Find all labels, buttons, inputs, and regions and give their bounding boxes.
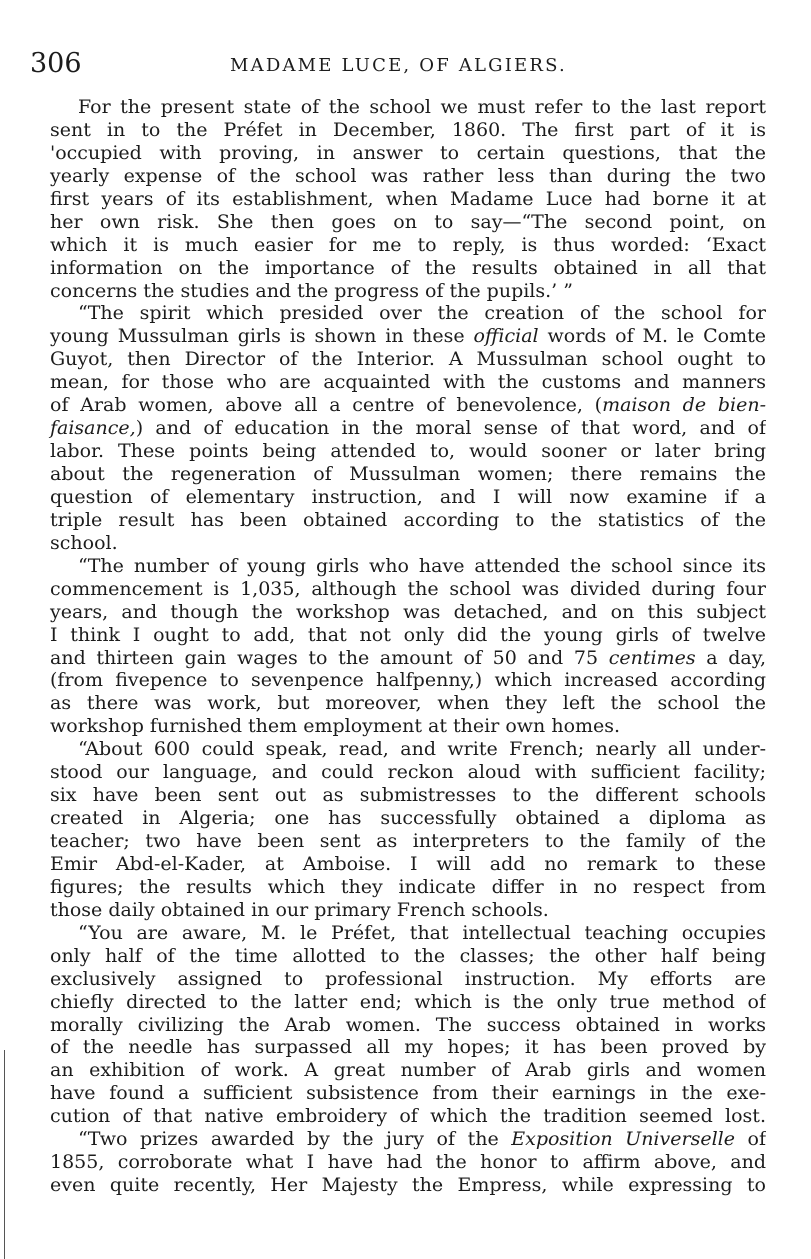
text-line: commencement is 1,035, although the school was divided during four <box>50 577 766 600</box>
text-line: “You are aware, M. le Préfet, that intellectual teaching occupies <box>78 921 766 944</box>
page-number: 306 <box>30 48 82 79</box>
text-line: of Arab women, above all a centre of benevolence, (maison de bien- <box>50 394 766 417</box>
text-line: years, and though the workshop was detached, and on this subject <box>50 600 766 623</box>
text-line: which it is much easier for me to reply, is thus worded: ‘Exact <box>50 233 766 256</box>
margin-rule <box>4 1050 5 1259</box>
text-line: Guyot, then Director of the Interior. A Mussulman school ought to <box>50 348 766 371</box>
text-line: about the regeneration of Mussulman women; there remains the <box>50 463 766 485</box>
text-line: teacher; two have been sent as interpreters to the family of the <box>50 830 766 852</box>
text-line: triple result has been obtained according to the statistics of the <box>50 508 766 531</box>
text-line: chiefly directed to the latter end; which is the only true method of <box>50 990 766 1013</box>
text-line: yearly expense of the school was rather less than during the two <box>50 164 766 187</box>
text-line: have found a sufficient subsistence from their earnings in the exe- <box>50 1082 766 1105</box>
text-line: “The spirit which presided over the creation of the school for <box>78 302 766 325</box>
text-line: 'occupied with proving, in answer to certain questions, that the <box>50 141 766 164</box>
text-line: 1855, corroborate what I have had the honor to affirm above, and <box>50 1151 766 1174</box>
text-line: as there was work, but moreover, when they left the school the <box>50 692 766 715</box>
text-line: (from fivepence to sevenpence halfpenny,) which increased according <box>50 669 766 692</box>
text-line: young Mussulman girls is shown in these official words of M. le Comte <box>50 325 766 348</box>
text-line: stood our language, and could reckon aloud with sufficient facility; <box>50 761 766 784</box>
text-line: cution of that native embroidery of which the tradition seemed lost. <box>50 1105 766 1128</box>
body-text <box>20 96 766 1197</box>
text-line: faisance,) and of education in the moral sense of that word, and of <box>50 417 766 440</box>
text-line: her own risk. She then goes on to say—“The second point, on <box>50 210 766 233</box>
page-header <box>30 46 770 82</box>
text-line: mean, for those who are acquainted with the customs and manners <box>50 371 766 394</box>
text-line: first years of its establishment, when Madame Luce had borne it at <box>50 187 766 210</box>
text-line: labor. These points being attended to, would sooner or later bring <box>50 440 766 463</box>
text-line: morally civilizing the Arab women. The success obtained in works <box>50 1013 766 1036</box>
text-line: and thirteen gain wages to the amount of 50 and 75 centimes a day, <box>50 646 766 669</box>
text-line: even quite recently, Her Majesty the Empress, while expressing to <box>50 1174 766 1197</box>
text-line: six have been sent out as submistresses to the different schools <box>50 784 766 807</box>
text-line: Emir Abd-el-Kader, at Amboise. I will add no remark to these <box>50 852 766 875</box>
text-line: those daily obtained in our primary French schools. <box>50 898 549 921</box>
text-line: “Two prizes awarded by the jury of the Exposition Universelle of <box>78 1128 766 1151</box>
text-line: only half of the time allotted to the classes; the other half being <box>50 944 766 967</box>
text-line: information on the importance of the results obtained in all that <box>50 256 766 279</box>
text-line: school. <box>50 531 118 554</box>
text-line: For the present state of the school we must refer to the last report <box>78 96 766 118</box>
text-line: question of elementary instruction, and I will now examine if a <box>50 485 766 508</box>
text-line: of the needle has surpassed all my hopes; it has been proved by <box>50 1036 766 1059</box>
text-line: concerns the studies and the progress of the pupils.’ ” <box>50 279 573 302</box>
text-line: figures; the results which they indicate differ in no respect from <box>50 875 766 898</box>
text-line: sent in to the Préfet in December, 1860. The first part of it is <box>50 118 766 141</box>
text-line: exclusively assigned to professional instruction. My efforts are <box>50 967 766 990</box>
text-line: I think I ought to add, that not only did the young girls of twelve <box>50 623 766 646</box>
text-line: “About 600 could speak, read, and write French; nearly all under- <box>78 738 766 761</box>
text-line: workshop furnished them employment at their own homes. <box>50 715 621 738</box>
text-line: created in Algeria; one has successfully obtained a diploma as <box>50 807 766 830</box>
running-title: MADAME LUCE, OF ALGIERS. <box>230 55 567 76</box>
text-line: “The number of young girls who have attended the school since its <box>78 554 766 577</box>
text-line: an exhibition of work. A great number of Arab girls and women <box>50 1059 766 1082</box>
